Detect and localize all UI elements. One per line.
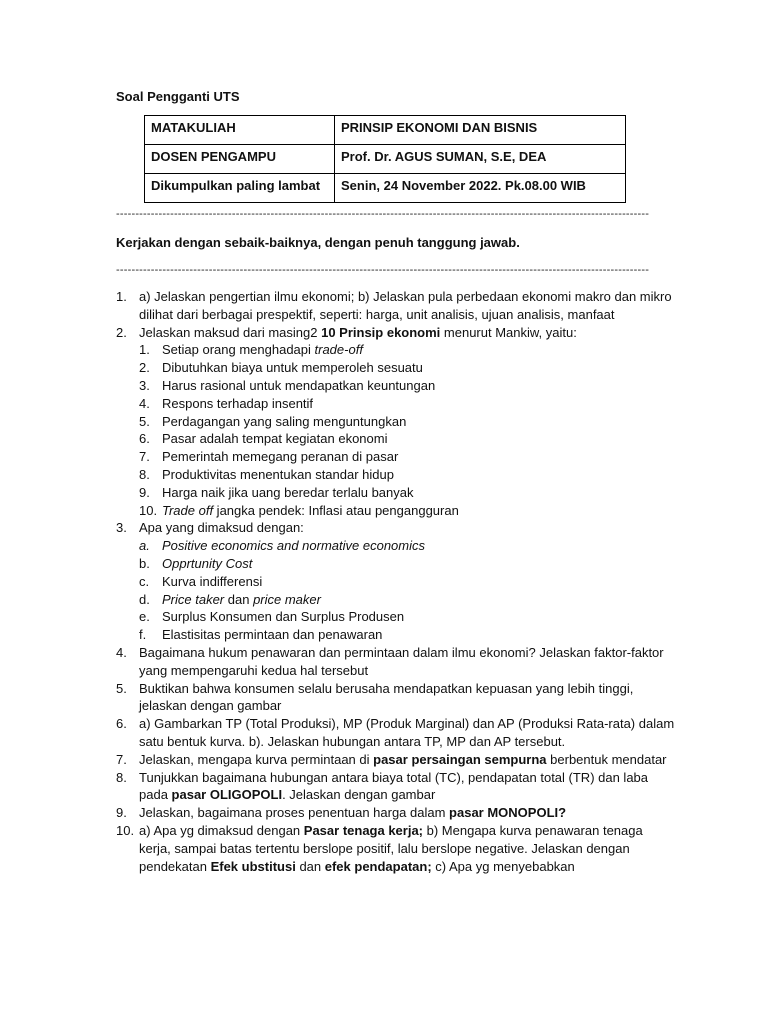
question-10: [116, 822, 676, 875]
question-text: a) Jelaskan pengertian ilmu ekonomi; b) Jelaskan pula perbedaan ekonomi makro dan mikro dilihat dari berbagai prespektif, seperti: harga, unit analisis, ujuan analisis, manfaat: [139, 289, 672, 322]
list-item: 8. Produktivitas menentukan standar hidup: [139, 466, 394, 482]
question-number: 9.: [116, 805, 127, 821]
question-number: 10.: [116, 822, 135, 838]
list-item: 1. Setiap orang menghadapi trade-off: [139, 342, 363, 358]
list-item: 2. Dibutuhkan biaya untuk memperoleh sesuatu: [139, 360, 423, 376]
list-item: 7. Pemerintah memegang peranan di pasar: [139, 449, 399, 465]
question-text: Jelaskan maksud dari masing2 10 Prinsip ekonomi menurut Mankiw, yaitu:: [139, 324, 577, 340]
list-item: d. Price taker dan price maker: [139, 591, 321, 607]
table-row: [145, 116, 626, 145]
question-5: [116, 680, 676, 716]
question-8: [116, 769, 676, 805]
question-4: [116, 644, 676, 680]
list-item: e. Surplus Konsumen dan Surplus Produsen: [139, 609, 405, 625]
list-item: 9. Harga naik jika uang beredar terlalu banyak: [139, 484, 414, 500]
question-number: 7.: [116, 751, 127, 767]
separator-line: ------------------------------------------------------------------------------------------------------------------------------------------: [116, 264, 650, 276]
lecturer-label: DOSEN PENGAMPU: [145, 145, 335, 174]
question-number: 5.: [116, 680, 127, 696]
separator-line: ------------------------------------------------------------------------------------------------------------------------------------------: [116, 208, 650, 220]
question-text: Bagaimana hukum penawaran dan permintaan dalam ilmu ekonomi? Jelaskan faktor-faktor yang mempengaruhi kedua hal tersebut: [139, 644, 664, 678]
list-item: f. Elastisitas permintaan dan penawaran: [139, 627, 383, 643]
question-number: 3.: [116, 520, 127, 536]
question-2: [116, 324, 676, 520]
question-number: 6.: [116, 716, 127, 732]
list-item: 6. Pasar adalah tempat kegiatan ekonomi: [139, 431, 388, 447]
question-number: 8.: [116, 769, 127, 785]
list-item: a. Positive economics and normative economics: [139, 538, 426, 554]
list-item: 10. Trade off jangka pendek: Inflasi atau pengangguran: [139, 502, 459, 518]
question-7: [116, 751, 676, 769]
question-text: Apa yang dimaksud dengan:: [139, 520, 304, 536]
course-value: PRINSIP EKONOMI DAN BISNIS: [335, 116, 626, 145]
question-text: Buktikan bahwa konsumen selalu berusaha mendapatkan kepuasan yang lebih tinggi, jelaskan dengan gambar: [139, 680, 634, 714]
list-item: 3. Harus rasional untuk mendapatkan keuntungan: [139, 377, 436, 393]
question-3: [116, 519, 676, 644]
list-item: c. Kurva indifferensi: [139, 573, 263, 589]
question-text: a) Apa yg dimaksud dengan Pasar tenaga kerja; b) Mengapa kurva penawaran tenaga kerja, sampai batas tertentu berslope positif, lalu berslope negative. Jelaskan dengan pendekatan Efek ubstitusi dan efek pendapatan; c) Apa yg menyebabkan: [139, 822, 643, 874]
question-text: Jelaskan, mengapa kurva permintaan di pasar persaingan sempurna berbentuk mendatar: [139, 751, 667, 767]
table-row: [145, 145, 626, 174]
question-text: Tunjukkan bagaimana hubungan antara biaya total (TC), pendapatan total (TR) dan laba pada pasar OLIGOPOLI. Jelaskan dengan gambar: [139, 769, 649, 803]
deadline-value: Senin, 24 November 2022. Pk.08.00 WIB: [335, 174, 626, 203]
course-info-table: [144, 115, 626, 203]
question-1: [116, 288, 676, 324]
question-number: 2.: [116, 324, 127, 340]
list-item: b. Opprtunity Cost: [139, 555, 253, 571]
question-text: Jelaskan, bagaimana proses penentuan harga dalam pasar MONOPOLI?: [139, 805, 567, 821]
question-text: a) Gambarkan TP (Total Produksi), MP (Produk Marginal) dan AP (Produksi Rata-rata) dalam satu bentuk kurva. b). Jelaskan hubungan antara TP, MP dan AP tersebut.: [139, 716, 675, 749]
instruction-text: Kerjakan dengan sebaik-baiknya, dengan penuh tanggung jawab.: [116, 235, 520, 250]
list-item: 5. Perdagangan yang saling menguntungkan: [139, 413, 407, 429]
document-title: Soal Pengganti UTS: [116, 89, 240, 104]
question-list: [116, 288, 676, 875]
deadline-label: Dikumpulkan paling lambat: [145, 174, 335, 203]
lecturer-value: Prof. Dr. AGUS SUMAN, S.E, DEA: [335, 145, 626, 174]
question-number: 1.: [116, 289, 127, 304]
table-row: [145, 174, 626, 203]
list-item: 4. Respons terhadap insentif: [139, 395, 314, 411]
course-label: MATAKULIAH: [145, 116, 335, 145]
question-number: 4.: [116, 644, 127, 660]
question-6: [116, 715, 676, 751]
question-9: [116, 804, 676, 822]
